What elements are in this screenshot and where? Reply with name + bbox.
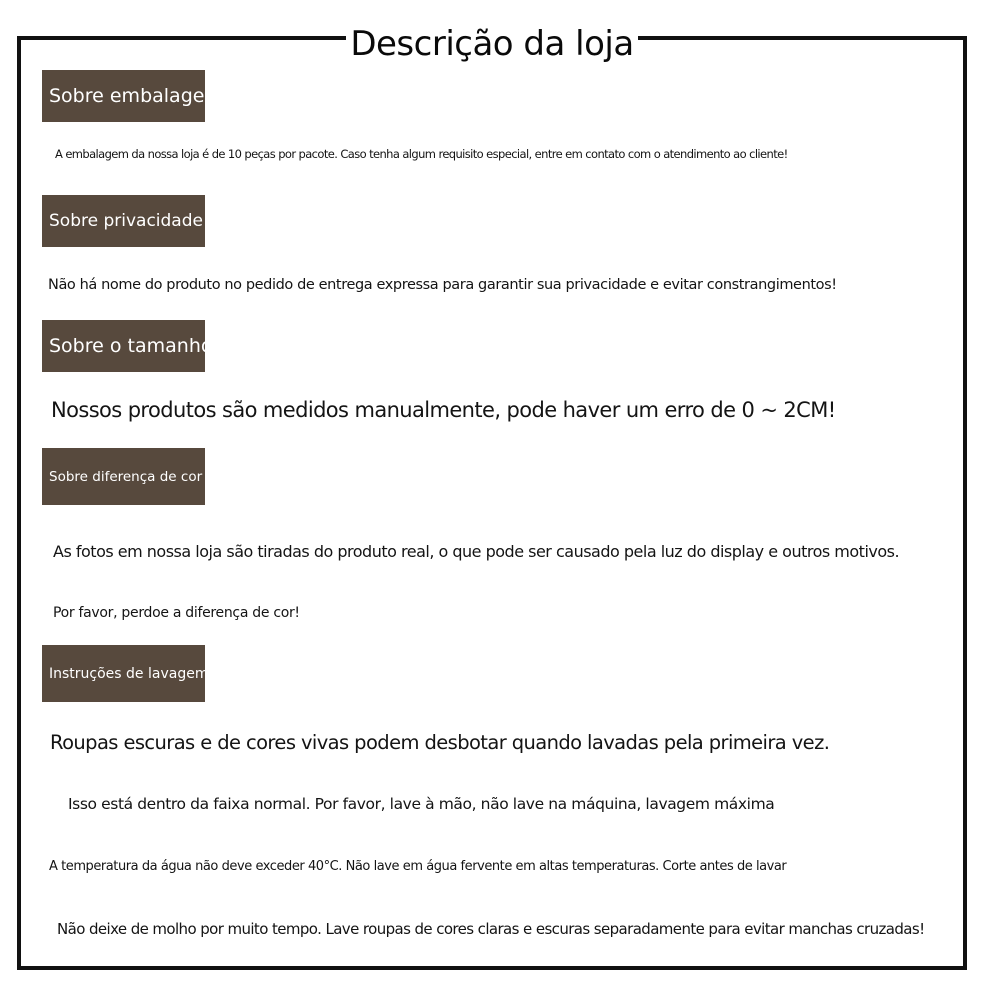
section-heading-size: Sobre o tamanho [42,320,205,372]
packaging-text: A embalagem da nossa loja é de 10 peças por pacote. Caso tenha algum requisito especial, entre em contato com o atendimento ao cliente! [55,147,788,161]
privacy-text: Não há nome do produto no pedido de entrega expressa para garantir sua privacidade e evitar constrangimentos! [48,277,837,293]
section-heading-color-difference: Sobre diferença de cor [42,448,205,505]
washing-text-2: Isso está dentro da faixa normal. Por favor, lave à mão, não lave na máquina, lavagem máxima [68,795,775,813]
color-difference-text-2: Por favor, perdoe a diferença de cor! [53,605,300,621]
washing-text-3: A temperatura da água não deve exceder 40°C. Não lave em água fervente em altas temperaturas. Corte antes de lavar [49,859,787,874]
washing-text-1: Roupas escuras e de cores vivas podem desbotar quando lavadas pela primeira vez. [50,731,830,754]
color-difference-text-1: As fotos em nossa loja são tiradas do produto real, o que pode ser causado pela luz do display e outros motivos. [53,542,900,561]
page-title: Descrição da loja [346,18,638,70]
section-heading-packaging: Sobre embalagem [42,70,205,122]
size-text: Nossos produtos são medidos manualmente, pode haver um erro de 0 ~ 2CM! [51,398,836,422]
washing-text-4: Não deixe de molho por muito tempo. Lave roupas de cores claras e escuras separadamente para evitar manchas cruzadas! [57,920,925,938]
section-heading-privacy: Sobre privacidade [42,195,205,247]
section-heading-washing: Instruções de lavagem [42,645,205,702]
